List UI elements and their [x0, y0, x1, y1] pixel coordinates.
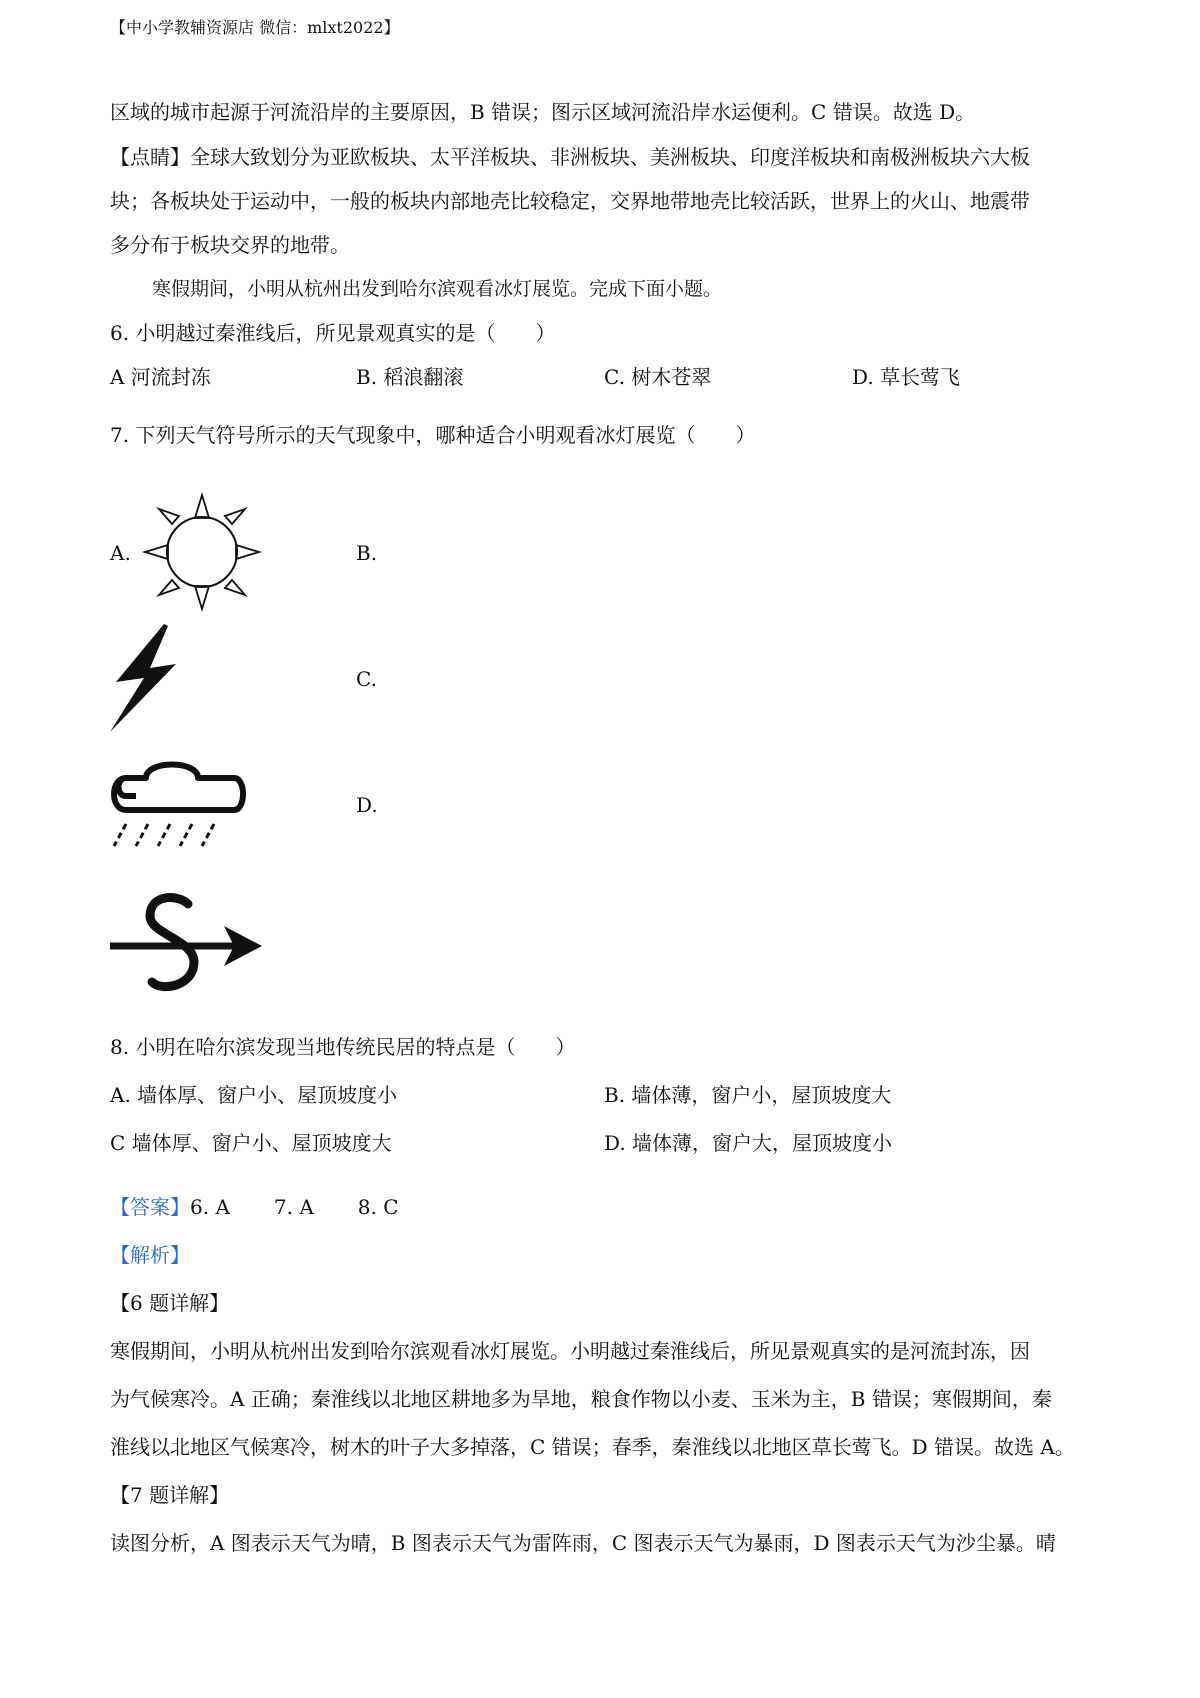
q6-option-c: C. 树木苍翠: [604, 365, 712, 389]
q7-option-c: C.: [356, 667, 377, 691]
lightning-icon: [106, 622, 180, 734]
q8-option-b: B. 墙体薄，窗户小，屋顶坡度大: [604, 1083, 892, 1107]
text-line: 淮线以北地区气候寒冷，树木的叶子大多掉落，C 错误；春季，秦淮线以北地区草长莺飞。D 错误。故选 A。: [110, 1435, 1075, 1459]
analysis-label: 【解析】: [110, 1243, 190, 1267]
question-8-stem: 8. 小明在哈尔滨发现当地传统民居的特点是（ ）: [110, 1035, 576, 1059]
intro-text: 寒假期间，小明从杭州出发到哈尔滨观看冰灯展览。完成下面小题。: [152, 278, 723, 300]
question-7-stem: 7. 下列天气符号所示的天气现象中，哪种适合小明观看冰灯展览（ ）: [110, 423, 756, 447]
detail-6-title: 【6 题详解】: [110, 1291, 230, 1315]
q6-option-d: D. 草长莺飞: [852, 365, 961, 389]
sandstorm-icon: [106, 890, 266, 998]
answer-label: 【答案】: [110, 1195, 190, 1219]
answer-line: [110, 1192, 399, 1222]
text-line: 寒假期间，小明从杭州出发到哈尔滨观看冰灯展览。小明越过秦淮线后，所见景观真实的是河流封冻，因: [110, 1339, 1030, 1363]
watermark-header: 【中小学教辅资源店 微信：mlxt2022】: [110, 18, 400, 37]
text-line: 为气候寒冷。A 正确；秦淮线以北地区耕地多为旱地，粮食作物以小麦、玉米为主，B 错误；寒假期间，秦: [110, 1387, 1052, 1411]
q7-option-b: B.: [356, 541, 378, 565]
q8-option-d: D. 墙体薄，窗户大，屋顶坡度小: [604, 1131, 893, 1155]
rain-cloud-icon: [106, 748, 256, 848]
q7-option-d: D.: [356, 793, 378, 817]
text-line: 读图分析，A 图表示天气为晴，B 图表示天气为雷阵雨，C 图表示天气为暴雨，D 图表示天气为沙尘暴。晴: [110, 1531, 1056, 1555]
detail-7-title: 【7 题详解】: [110, 1483, 230, 1507]
q7-option-a: A.: [110, 541, 131, 565]
answer-8: 8. C: [357, 1195, 399, 1219]
answer-7: 7. A: [273, 1195, 314, 1219]
question-6-stem: 6. 小明越过秦淮线后，所见景观真实的是（ ）: [110, 321, 556, 345]
text-line: 块；各板块处于运动中，一般的板块内部地壳比较稳定，交界地带地壳比较活跃，世界上的火山、地震带: [110, 189, 1030, 213]
text-line: 【点睛】全球大致划分为亚欧板块、太平洋板块、非洲板块、美洲板块、印度洋板块和南极洲板块六大板: [110, 145, 1030, 169]
q6-option-b: B. 稻浪翻滚: [356, 365, 464, 389]
answer-6: 6. A: [190, 1195, 230, 1219]
q8-option-a: A. 墙体厚、窗户小、屋顶坡度小: [110, 1083, 398, 1107]
sun-icon: [140, 492, 265, 612]
text-line: 多分布于板块交界的地带。: [110, 233, 350, 257]
q6-option-a: A 河流封冻: [110, 365, 211, 389]
text-line: 区域的城市起源于河流沿岸的主要原因，B 错误；图示区域河流沿岸水运便利。C 错误。故选 D。: [110, 100, 976, 124]
q8-option-c: C 墙体厚、窗户小、屋顶坡度大: [110, 1131, 392, 1155]
